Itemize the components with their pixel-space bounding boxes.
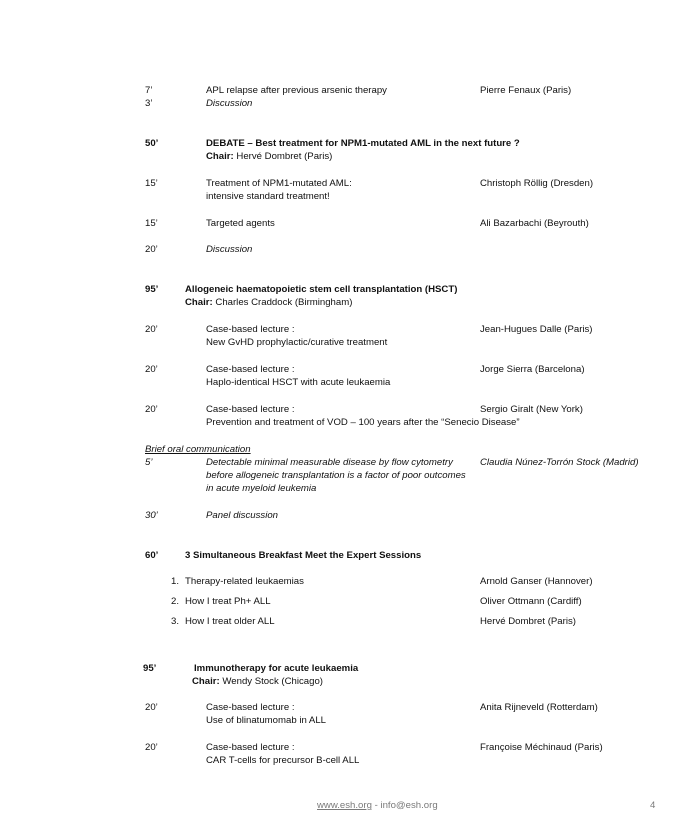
brief-oral-heading: Brief oral communication: [145, 444, 251, 455]
speaker-dombret: Hervé Dombret (Paris): [480, 616, 576, 627]
speaker-rijneveld: Anita Rijneveld (Rotterdam): [480, 702, 598, 713]
hsct-chair: Chair: Charles Craddock (Birmingham): [185, 297, 353, 308]
footer-website-link[interactable]: www.esh.org: [317, 800, 372, 811]
talk-blina-line1: Case-based lecture :: [206, 702, 295, 713]
discussion-1: Discussion: [206, 98, 253, 109]
time-npm1: 15’: [145, 178, 158, 189]
time-apl: 7’: [145, 85, 153, 96]
brief-line2: before allogeneic transplantation is a factor of poor outcomes: [206, 470, 466, 481]
breakfast-item-3: How I treat older ALL: [185, 616, 275, 627]
time-discussion-1: 3’: [145, 98, 153, 109]
time-haplo: 20’: [145, 364, 158, 375]
time-blinatumomab: 20’: [145, 702, 158, 713]
breakfast-num-3: 3.: [171, 616, 180, 627]
speaker-sierra: Jorge Sierra (Barcelona): [480, 364, 585, 375]
time-gvhd: 20’: [145, 324, 158, 335]
page-number: 4: [650, 800, 656, 811]
talk-vod-line1: Case-based lecture :: [206, 404, 295, 415]
footer-contact: [317, 800, 438, 813]
breakfast-item-2: How I treat Ph+ ALL: [185, 596, 271, 607]
talk-blina-line2: Use of blinatumomab in ALL: [206, 715, 326, 726]
hsct-time: 95’: [145, 284, 159, 295]
speaker-giralt: Sergio Giralt (New York): [480, 404, 583, 415]
time-vod: 20’: [145, 404, 158, 415]
time-discussion-2: 20’: [145, 244, 158, 255]
speaker-rollig: Christoph Röllig (Dresden): [480, 178, 594, 189]
breakfast-item-1: Therapy-related leukaemias: [185, 576, 304, 587]
speaker-ottmann: Oliver Ottmann (Cardiff): [480, 596, 582, 607]
speaker-mechinaud: Françoise Méchinaud (Paris): [480, 742, 603, 753]
talk-haplo-line2: Haplo-identical HSCT with acute leukaemia: [206, 377, 391, 388]
footer-email[interactable]: info@esh.org: [380, 800, 438, 811]
time-car-t: 20’: [145, 742, 158, 753]
speaker-fenaux: Pierre Fenaux (Paris): [480, 85, 572, 96]
breakfast-num-2: 2.: [171, 596, 180, 607]
time-targeted: 15’: [145, 218, 158, 229]
discussion-2: Discussion: [206, 244, 253, 255]
speaker-dalle: Jean-Hugues Dalle (Paris): [480, 324, 593, 335]
debate-chair: Chair: Hervé Dombret (Paris): [206, 151, 333, 162]
brief-speaker: Claudia Núnez-Torrón Stock (Madrid): [480, 457, 639, 468]
talk-gvhd-line1: Case-based lecture :: [206, 324, 295, 335]
breakfast-num-1: 1.: [171, 576, 180, 587]
footer-separator: -: [371, 800, 381, 811]
brief-time: 5’: [145, 457, 153, 468]
talk-gvhd-line2: New GvHD prophylactic/curative treatment: [206, 337, 388, 348]
speaker-bazarbachi: Ali Bazarbachi (Beyrouth): [480, 218, 589, 229]
talk-targeted-agents: Targeted agents: [206, 218, 275, 229]
talk-cart-line1: Case-based lecture :: [206, 742, 295, 753]
immuno-time: 95’: [143, 663, 157, 674]
talk-vod-line2: Prevention and treatment of VOD – 100 years after the “Senecio Disease”: [206, 417, 520, 428]
debate-time: 50’: [145, 138, 159, 149]
hsct-title: Allogeneic haematopoietic stem cell transplantation (HSCT): [185, 284, 458, 295]
brief-line3: in acute myeloid leukemia: [206, 483, 317, 494]
talk-cart-line2: CAR T-cells for precursor B-cell ALL: [206, 755, 360, 766]
immuno-title: Immunotherapy for acute leukaemia: [194, 663, 359, 674]
speaker-ganser: Arnold Ganser (Hannover): [480, 576, 593, 587]
breakfast-title: 3 Simultaneous Breakfast Meet the Expert Sessions: [185, 550, 422, 561]
talk-haplo-line1: Case-based lecture :: [206, 364, 295, 375]
debate-title: DEBATE – Best treatment for NPM1-mutated AML in the next future ?: [206, 138, 520, 149]
panel-discussion: Panel discussion: [206, 510, 278, 521]
talk-apl-relapse: APL relapse after previous arsenic therapy: [206, 85, 387, 96]
talk-npm1-line2: intensive standard treatment!: [206, 191, 330, 202]
breakfast-time: 60’: [145, 550, 159, 561]
brief-line1: Detectable minimal measurable disease by flow cytometry: [206, 457, 453, 468]
panel-time: 30’: [145, 510, 158, 521]
talk-npm1-line1: Treatment of NPM1-mutated AML:: [206, 178, 352, 189]
immuno-chair: Chair: Wendy Stock (Chicago): [192, 676, 323, 687]
